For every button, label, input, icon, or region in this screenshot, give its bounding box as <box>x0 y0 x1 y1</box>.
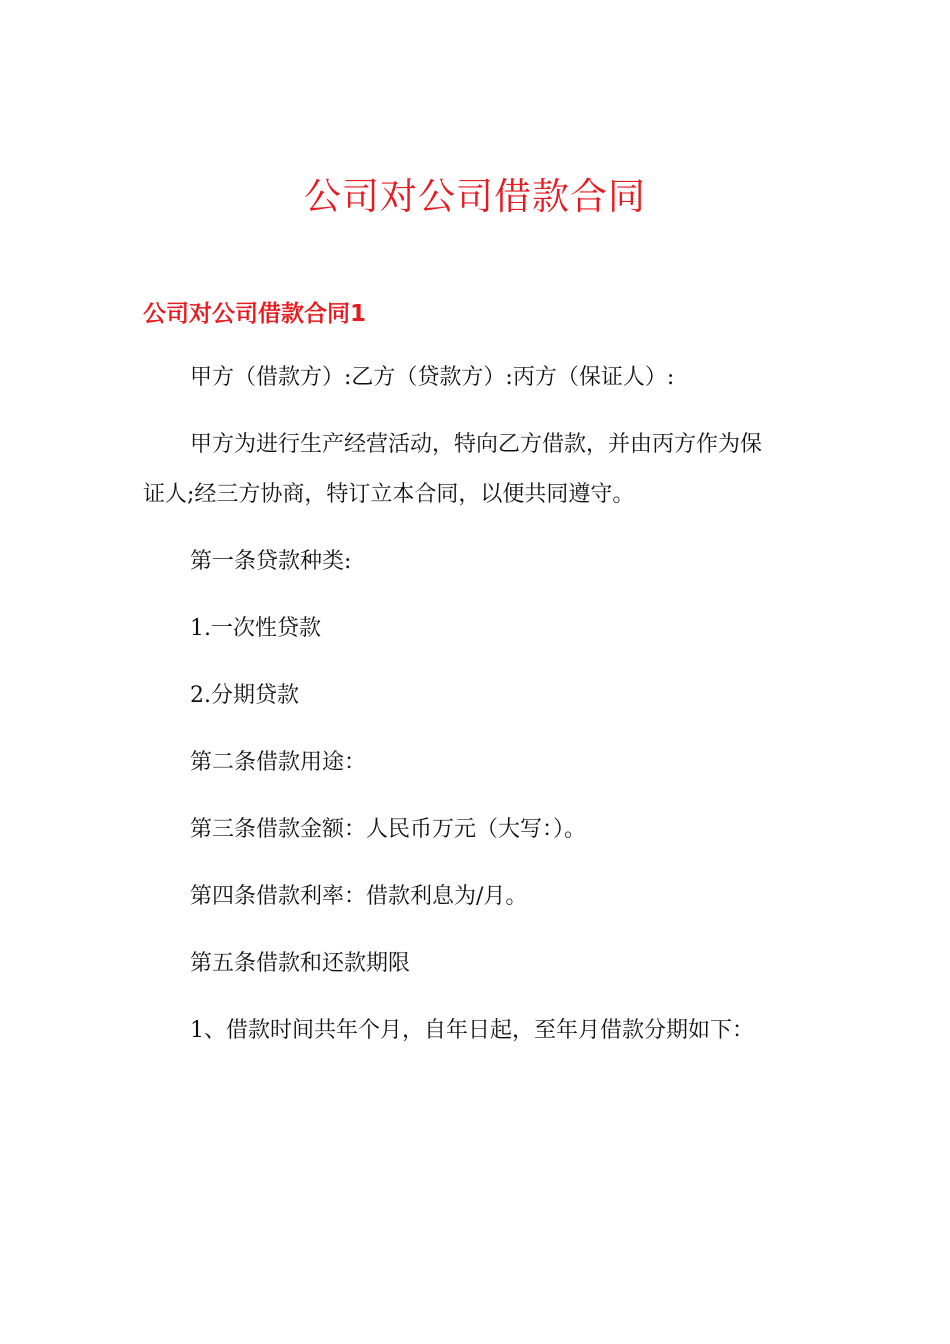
article-5-item-1: 1、借款时间共年个月，自年日起，至年月借款分期如下： <box>190 1018 754 1043</box>
document-title: 公司对公司借款合同 <box>304 175 646 218</box>
loan-type-item-2: 2.分期贷款 <box>190 683 299 708</box>
article-3-heading: 第三条借款金额：人民币万元（大写：）。 <box>190 817 587 842</box>
parties-line: 甲方（借款方）:乙方（贷款方）:丙方（保证人）: <box>190 365 675 390</box>
article-1-heading: 第一条贷款种类: <box>190 549 352 574</box>
purpose-paragraph-line-1: 甲方为进行生产经营活动，特向乙方借款，并由丙方作为保 <box>190 432 763 457</box>
section-title: 公司对公司借款合同1 <box>143 301 367 327</box>
article-4-heading: 第四条借款利率：借款利息为/月。 <box>190 884 528 909</box>
article-2-heading: 第二条借款用途： <box>190 750 367 775</box>
loan-type-item-1: 1.一次性贷款 <box>190 616 321 641</box>
article-5-heading: 第五条借款和还款期限 <box>190 951 411 976</box>
purpose-paragraph-line-2: 证人;经三方协商，特订立本合同，以便共同遵守。 <box>143 482 635 507</box>
